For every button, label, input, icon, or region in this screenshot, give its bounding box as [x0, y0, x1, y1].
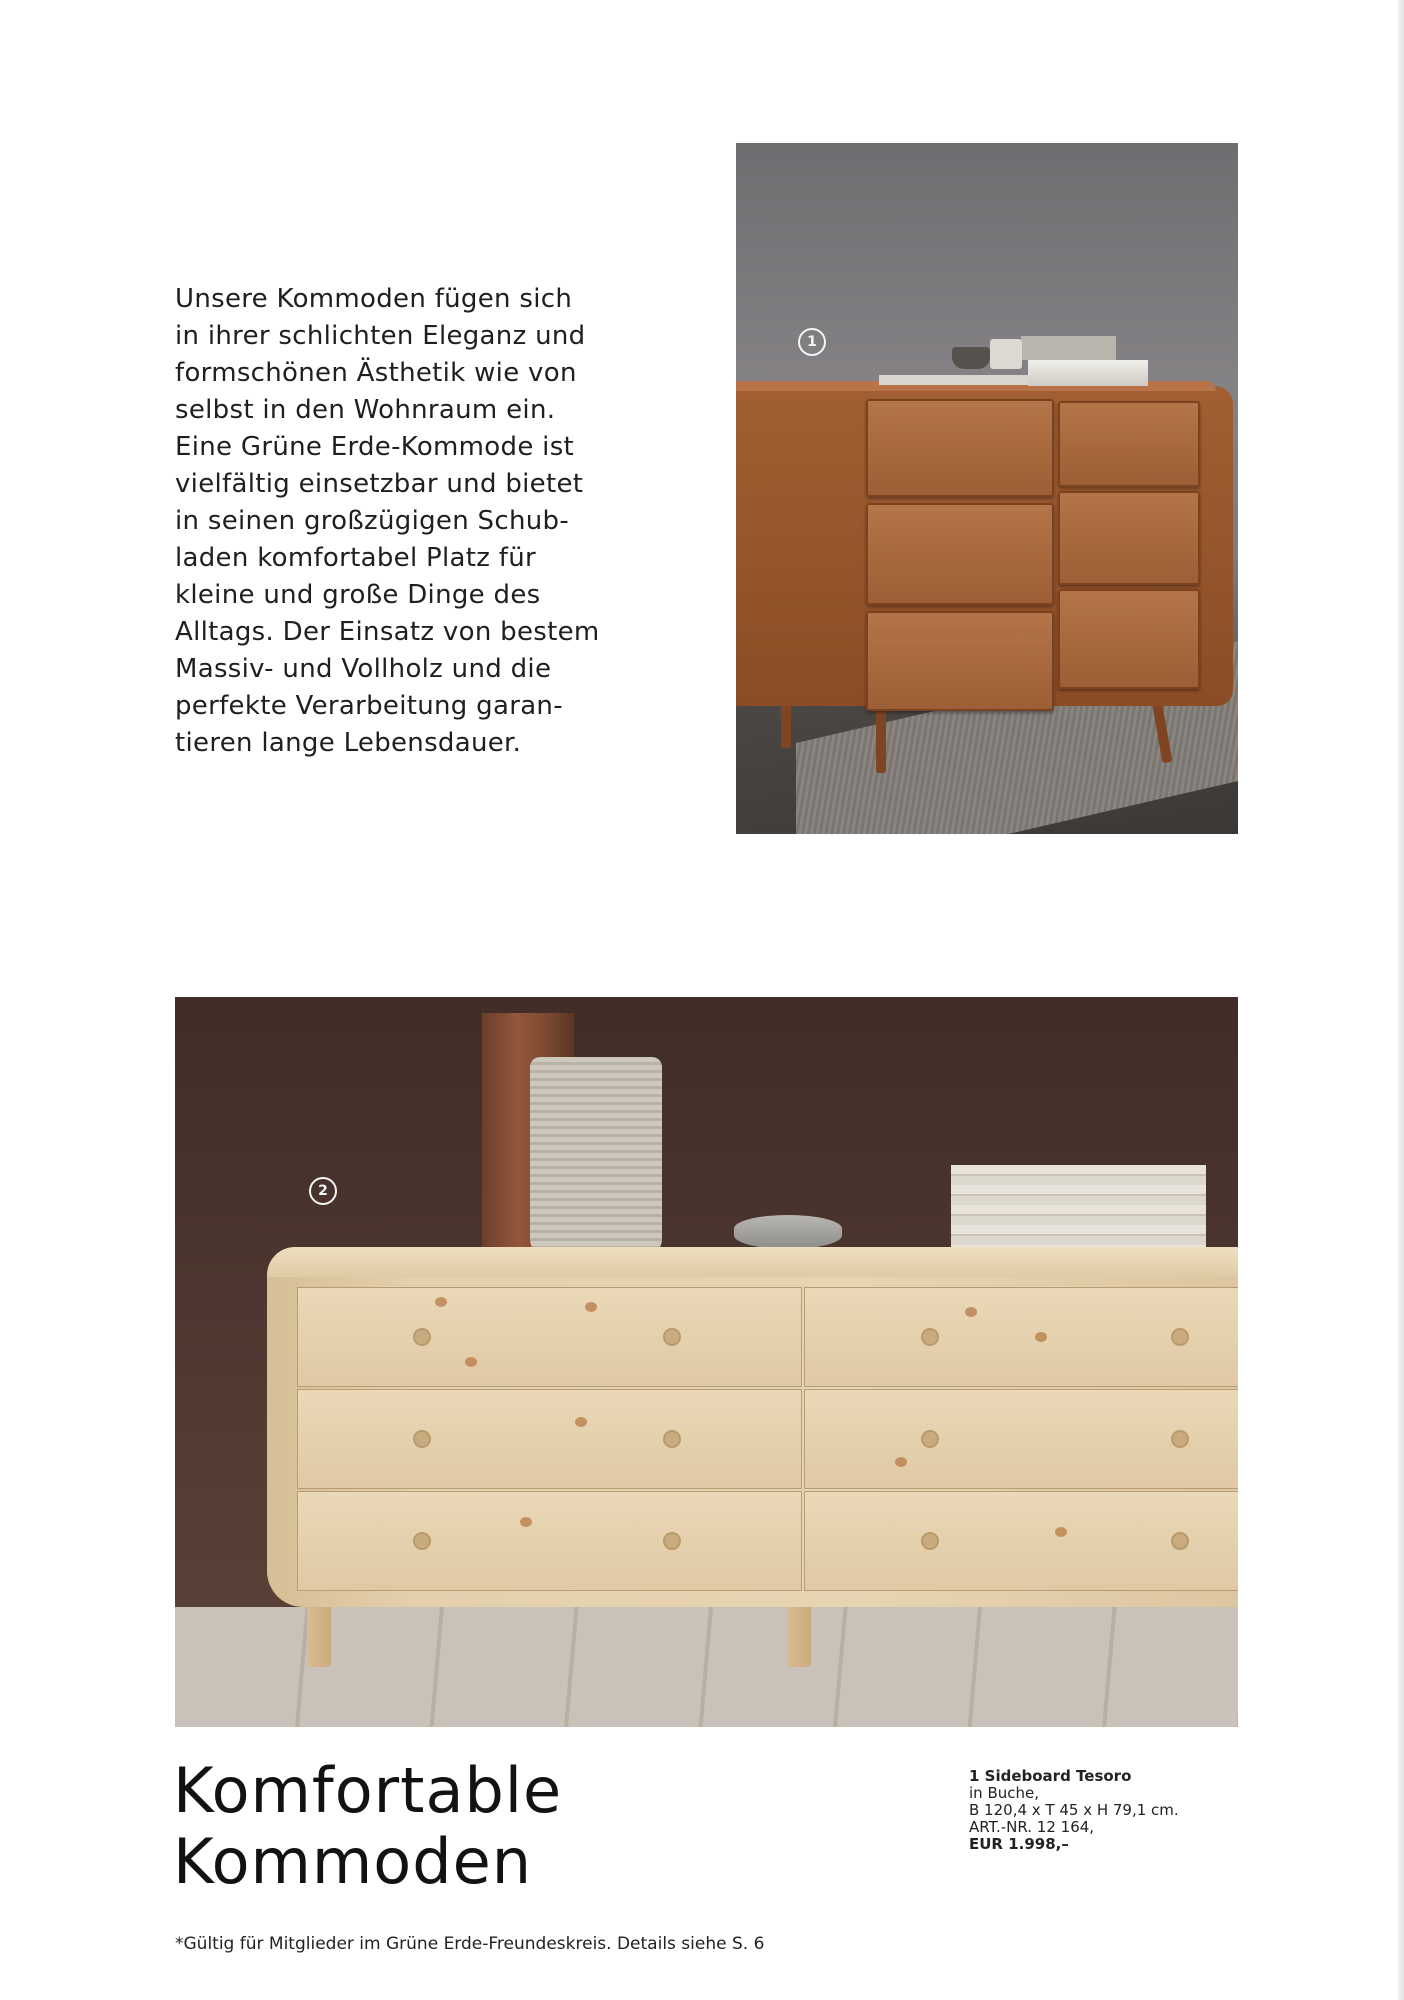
page-edge: [1398, 0, 1404, 2000]
dish: [734, 1215, 842, 1249]
sideboard-leg: [787, 1597, 811, 1667]
headline-line: Kommoden: [173, 1825, 533, 1898]
headline-line: Komfortable: [173, 1754, 563, 1827]
page-headline: [173, 1755, 873, 1897]
drawer-knob: [923, 1432, 937, 1446]
intro-line: tieren lange Lebensdauer.: [175, 728, 522, 758]
sideboard-drawer: [297, 1491, 802, 1591]
dresser-photo: [736, 143, 1238, 834]
dresser-drawer: [1058, 401, 1200, 487]
drawer-knob: [665, 1432, 679, 1446]
product-article-number: ART.-NR. 12 164,: [969, 1818, 1095, 1836]
intro-line: laden komfortabel Platz für: [175, 543, 536, 573]
drawer-knob: [415, 1330, 429, 1344]
wood-knot: [465, 1357, 477, 1367]
wood-knot: [1035, 1332, 1047, 1342]
product-material: in Buche,: [969, 1784, 1039, 1802]
product-caption: [969, 1768, 1229, 1853]
drawer-knob: [923, 1330, 937, 1344]
photo-number-badge: 1: [798, 328, 826, 356]
wood-knot: [1055, 1527, 1067, 1537]
vase: [530, 1057, 662, 1257]
drawer-knob: [1173, 1534, 1187, 1548]
intro-line: Unsere Kommoden fügen sich: [175, 284, 573, 314]
intro-line: vielfältig einsetzbar und bietet: [175, 469, 584, 499]
intro-line: Massiv- und Vollholz und die: [175, 654, 552, 684]
drawer-knob: [1173, 1432, 1187, 1446]
product-price: EUR 1.998,–: [969, 1835, 1069, 1853]
dresser-drawer: [866, 503, 1054, 605]
drawer-knob: [665, 1534, 679, 1548]
drawer-knob: [665, 1330, 679, 1344]
intro-line: selbst in den Wohnraum ein.: [175, 395, 556, 425]
sideboard-drawer: [297, 1287, 802, 1387]
floor: [175, 1607, 1238, 1727]
dresser-drawer: [1058, 491, 1200, 585]
dresser-drawer: [866, 611, 1054, 711]
intro-line: in seinen großzügigen Schub-: [175, 506, 569, 536]
product-name: 1 Sideboard Tesoro: [969, 1767, 1132, 1785]
intro-line: perfekte Verarbeitung garan-: [175, 691, 563, 721]
intro-text: [175, 281, 645, 762]
wood-knot: [520, 1517, 532, 1527]
wood-knot: [965, 1307, 977, 1317]
wood-knot: [575, 1417, 587, 1427]
books: [1028, 360, 1148, 386]
intro-line: kleine und große Dinge des: [175, 580, 541, 610]
drawer-knob: [923, 1534, 937, 1548]
intro-line: in ihrer schlichten Eleganz und: [175, 321, 586, 351]
candle: [990, 339, 1022, 369]
books: [951, 1165, 1206, 1260]
books: [879, 375, 1029, 385]
photo-number-badge: 2: [309, 1177, 337, 1205]
intro-line: Eine Grüne Erde-Kommode ist: [175, 432, 575, 462]
bowl: [952, 347, 990, 369]
footnote: *Gültig für Mitglieder im Grüne Erde-Freundeskreis. Details siehe S. 6: [175, 1934, 765, 1954]
drawer-knob: [1173, 1330, 1187, 1344]
intro-line: formschönen Ästhetik wie von: [175, 358, 577, 388]
wood-knot: [895, 1457, 907, 1467]
sideboard-drawer: [297, 1389, 802, 1489]
drawer-knob: [415, 1432, 429, 1446]
sideboard-leg: [307, 1597, 331, 1667]
wood-knot: [435, 1297, 447, 1307]
wood-knot: [585, 1302, 597, 1312]
dresser-drawer: [1058, 589, 1200, 689]
sideboard-photo: [175, 997, 1238, 1727]
product-dimensions: B 120,4 x T 45 x H 79,1 cm.: [969, 1801, 1179, 1819]
intro-line: Alltags. Der Einsatz von bestem: [175, 617, 600, 647]
dresser-drawer: [866, 399, 1054, 497]
drawer-knob: [415, 1534, 429, 1548]
books: [1021, 336, 1116, 360]
